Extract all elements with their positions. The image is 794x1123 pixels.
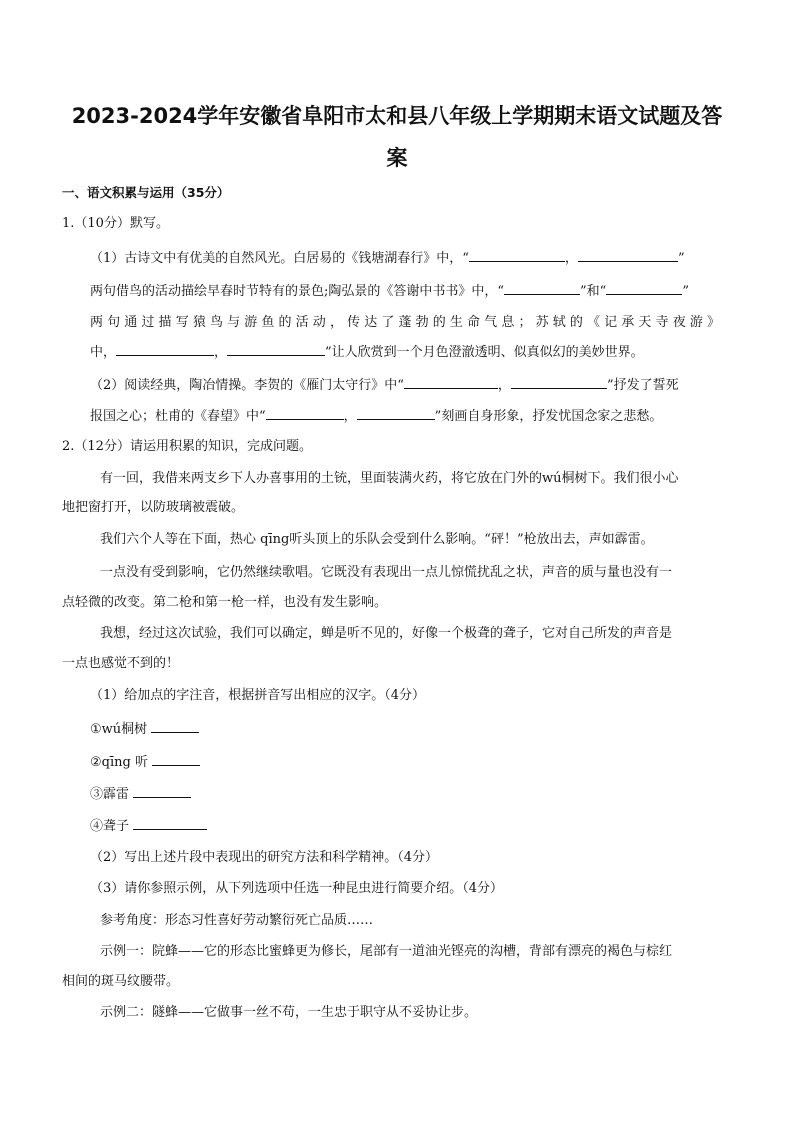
example2: 示例二：隧蜂——它做事一丝不苟，一生忠于职守从不妥协让步。 [100, 1005, 478, 1020]
fill-blank[interactable] [266, 405, 344, 420]
text-fragment: ， [564, 251, 578, 266]
q1-part2-line1 [90, 374, 679, 396]
example1-line1: 示例一：院蜂——它的形态比蜜蜂更为修长，尾部有一道油光铿亮的沟槽，背部有漂亮的褐色与棕红 [100, 944, 673, 959]
text-fragment: ” [677, 251, 685, 266]
text-fragment: ③霹雷 [90, 787, 130, 802]
text-fragment: ”让人欣赏到一个月色澄澈透明、似真似幻的美妙世界。 [325, 345, 644, 360]
q1-part1-line4 [90, 341, 644, 363]
q1-part1-line2 [90, 280, 689, 302]
question-2-heading: 2.（12分）请运用积累的知识，完成问题。 [62, 439, 312, 454]
q2-sub2: （2）写出上述片段中表现出的研究方法和科学精神。（4分） [90, 850, 439, 865]
fill-blank[interactable] [404, 374, 498, 389]
text-fragment: 两句借鸟的活动描绘早春时节特有的景色;陶弘景的《答谢中书书》中，“ [90, 284, 505, 299]
q2-item3 [90, 783, 191, 805]
q1-part1-line1 [90, 247, 685, 269]
fill-blank[interactable] [606, 280, 682, 295]
text-fragment: ” [682, 284, 689, 299]
fill-blank[interactable] [578, 247, 678, 262]
fill-blank[interactable] [469, 247, 565, 262]
passage-para1-line2: 地把窗打开，以防玻璃被震破。 [62, 500, 245, 515]
text-fragment: 中， [90, 345, 117, 360]
text-fragment: 报国之心；杜甫的《春望》中“ [90, 409, 266, 424]
document-title-continued: 案 [386, 146, 408, 170]
q2-item4 [90, 815, 207, 837]
q1-part2-line2 [90, 405, 662, 427]
passage-para2: 我们六个人等在下面，热心 qīng听头顶上的乐队会受到什么影响。“砰！”枪放出去，声如霹雷。 [100, 532, 654, 547]
fill-blank[interactable] [151, 718, 199, 733]
fill-blank[interactable] [357, 405, 435, 420]
q2-item1 [90, 718, 199, 740]
fill-blank[interactable] [133, 815, 207, 830]
example1-line2: 相间的斑马纹腰带。 [62, 974, 180, 989]
fill-blank[interactable] [511, 374, 607, 389]
text-fragment: ④聋子 [90, 819, 130, 834]
passage-para4-line1: 我想，经过这次试验，我们可以确定，蝉是听不见的，好像一个极聋的聋子，它对自己所发的声音是 [100, 626, 673, 641]
q2-item2 [90, 751, 200, 773]
text-fragment: ”刻画自身形象，抒发忧国念家之悲愁。 [434, 409, 663, 424]
passage-para3-line1: 一点没有受到影响，它仍然继续歌唱。它既没有表现出一点儿惊慌扰乱之状，声音的质与量也没有一 [100, 565, 673, 580]
text-fragment: ， [343, 409, 357, 424]
text-fragment: ①wú桐树 [90, 722, 148, 737]
fill-blank[interactable] [116, 341, 214, 356]
text-fragment: （1）古诗文中有优美的自然风光。白居易的《钱塘湖春行》中，“ [90, 251, 469, 266]
fill-blank[interactable] [133, 783, 191, 798]
passage-para4-line2: 一点也感觉不到的！ [62, 656, 180, 671]
fill-blank[interactable] [227, 341, 325, 356]
section-heading: 一、语文积累与运用（35分） [62, 185, 230, 200]
q1-part1-line3: 两句通过描写猿鸟与游鱼的活动，传达了蓬勃的生命气息；苏轼的《记承天寺夜游》 [90, 315, 720, 330]
fill-blank[interactable] [152, 751, 200, 766]
text-fragment: ”和“ [580, 284, 607, 299]
reference-angles: 参考角度：形态习性喜好劳动繁衍死亡品质…… [100, 913, 374, 928]
fill-blank[interactable] [504, 280, 580, 295]
text-fragment: ， [497, 378, 511, 393]
text-fragment: ， [214, 345, 228, 360]
document-title: 2023-2024学年安徽省阜阳市太和县八年级上学期期末语文试题及答 [71, 104, 723, 128]
text-fragment: ②qīng 听 [90, 755, 148, 770]
text-fragment: ”抒发了誓死 [606, 378, 679, 393]
passage-para3-line2: 点轻微的改变。第二枪和第一枪一样，也没有发生影响。 [62, 595, 388, 610]
q2-sub1: （1）给加点的字注音，根据拼音写出相应的汉字。（4分） [90, 688, 426, 703]
passage-para1-line1: 有一回，我借来两支乡下人办喜事用的土铳，里面装满火药，将它放在门外的wú桐树下。我们很小心 [100, 471, 679, 486]
text-fragment: （2）阅读经典，陶冶情操。李贺的《雁门太守行》中“ [90, 378, 404, 393]
question-1-heading: 1.（10分）默写。 [62, 216, 169, 231]
q2-sub3: （3）请你参照示例，从下列选项中任选一种昆虫进行简要介绍。（4分） [90, 881, 504, 896]
